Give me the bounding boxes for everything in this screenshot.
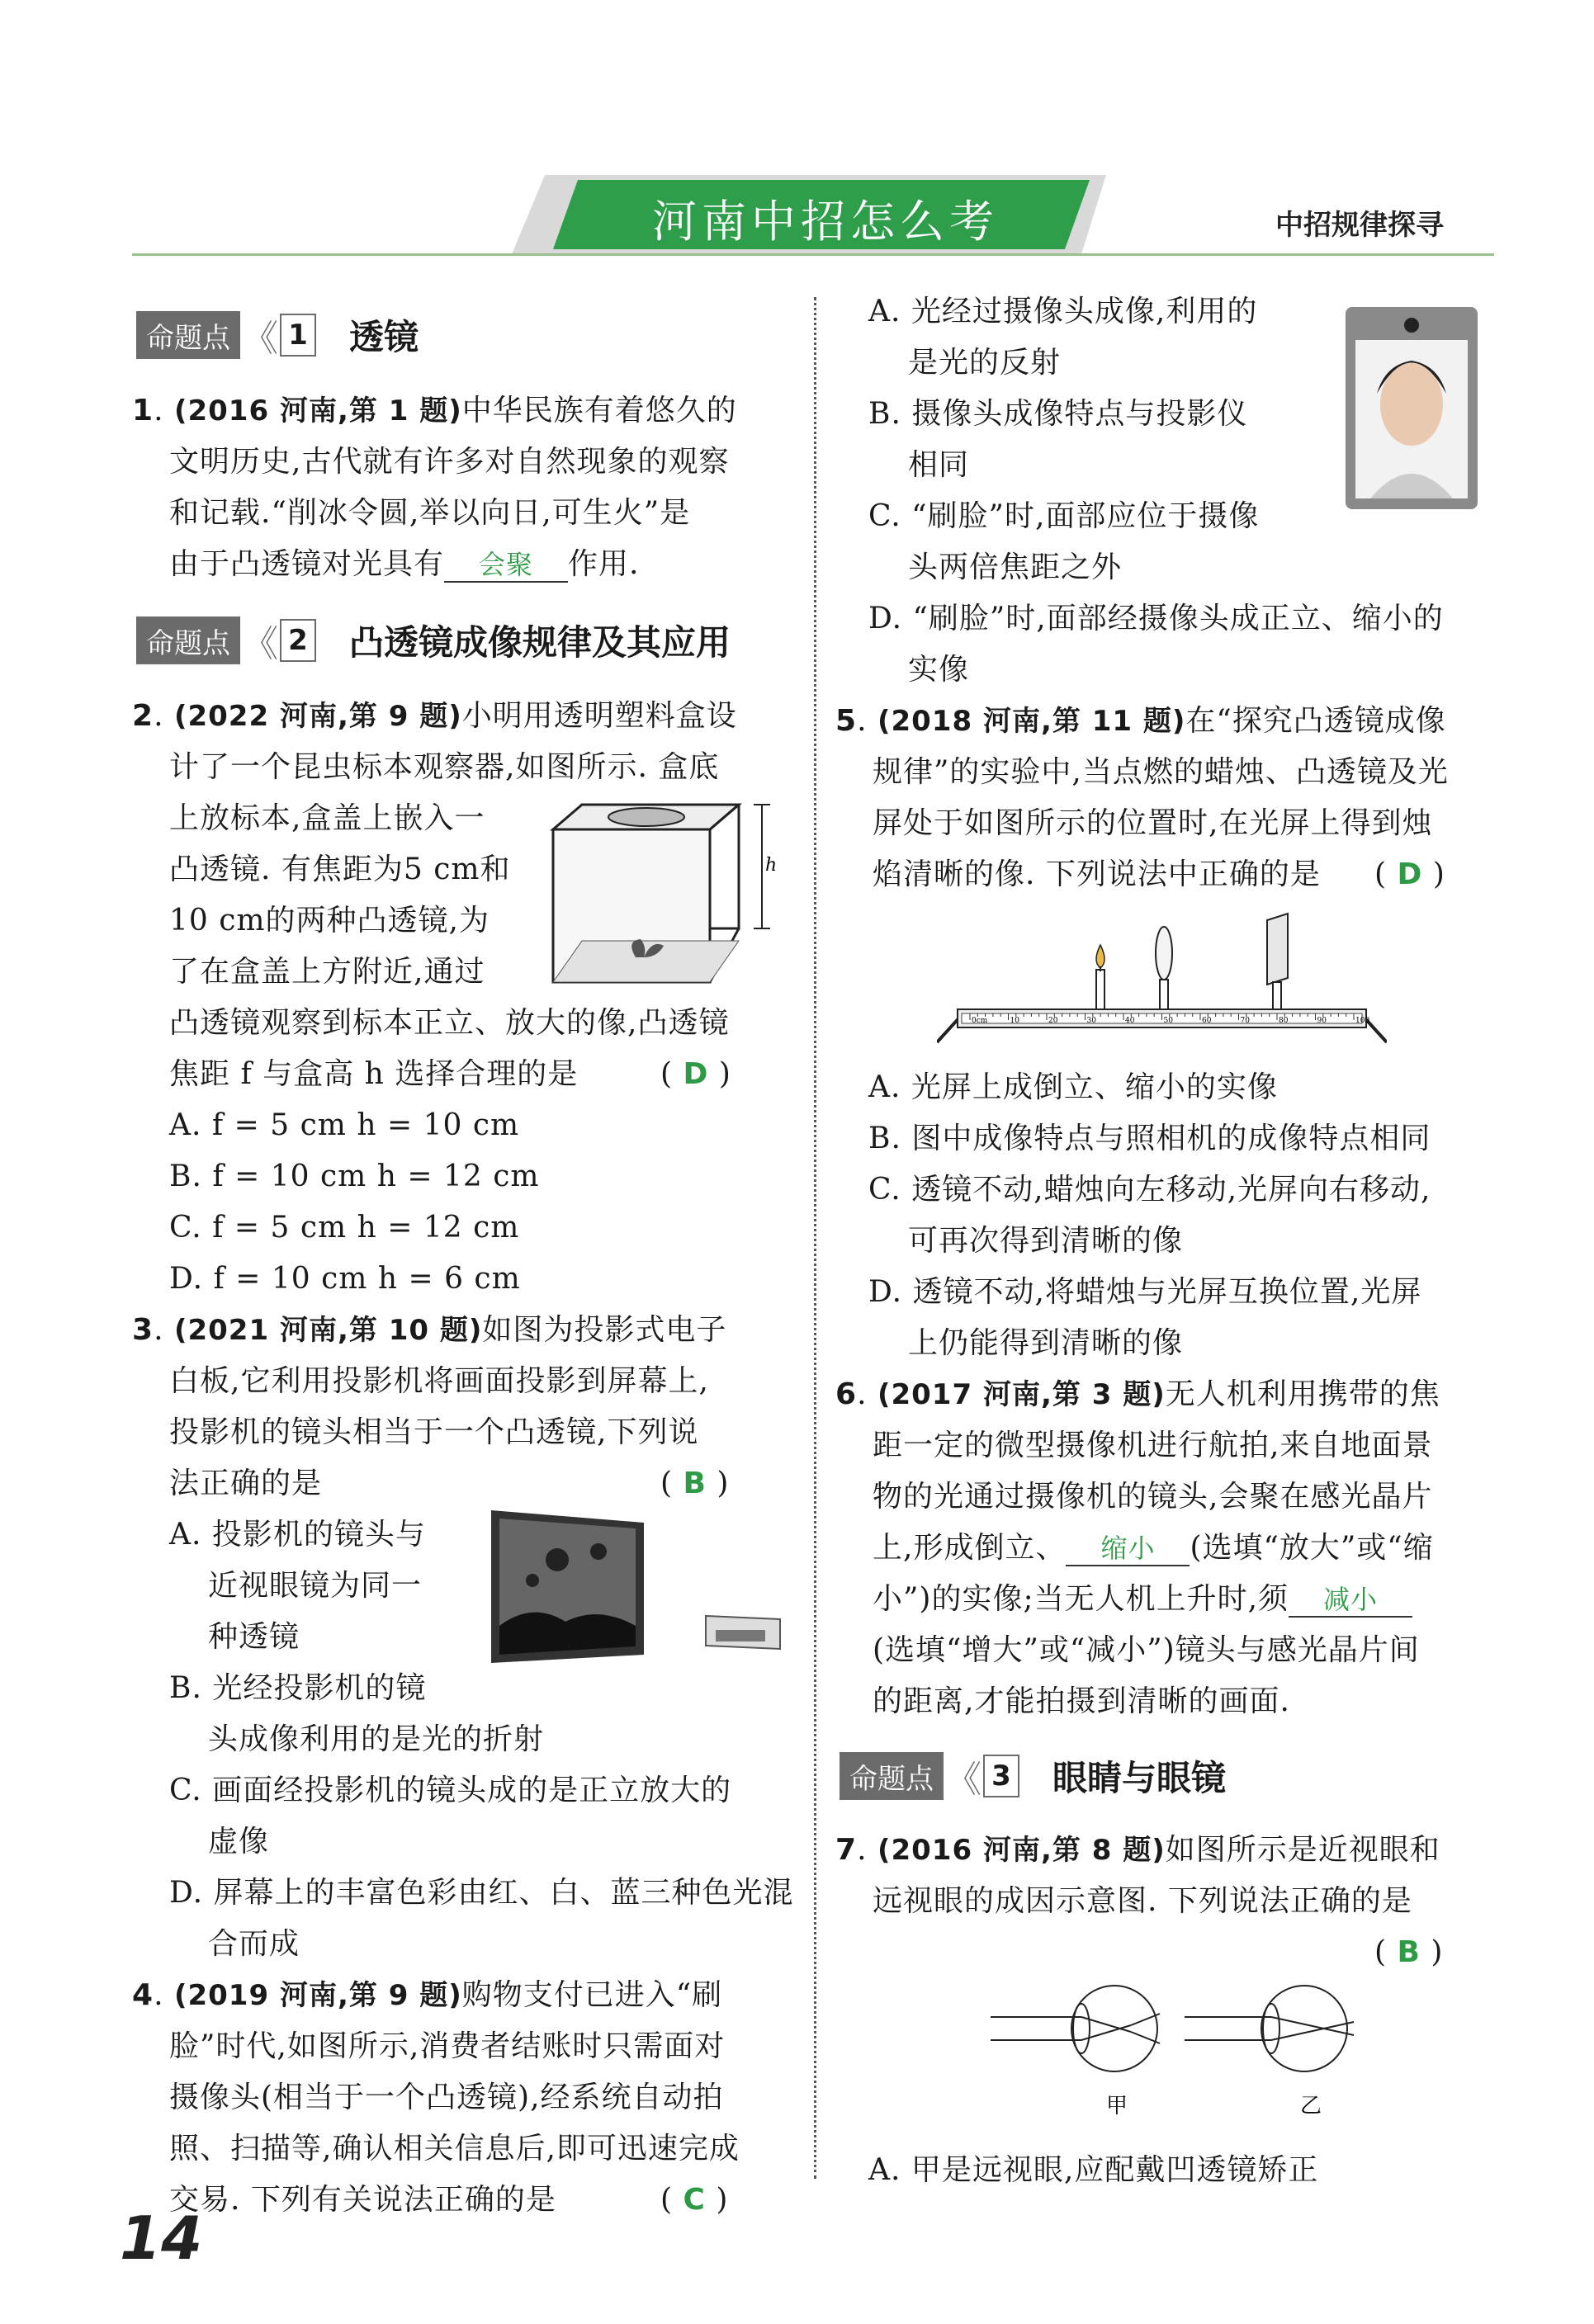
section-number: 1 (280, 314, 316, 357)
ruler-label: 30 (1086, 1017, 1096, 1025)
q4-option-a-2: 是光的反射 (908, 346, 1062, 380)
q5-line-1: 5. (2018 河南,第 11 题)在“探究凸透镜成像 (835, 704, 1446, 738)
q4-option-b-2: 相同 (908, 448, 970, 482)
q2-line-8: 焦距 f 与盒高 h 选择合理的是 (169, 1057, 579, 1091)
q5-option-d-2: 上仍能得到清晰的像 (908, 1326, 1184, 1360)
ruler-label: 90 (1317, 1017, 1327, 1025)
q4-line-1: 4. (2019 河南,第 9 题)购物支付已进入“刷 (132, 1978, 723, 2012)
q5-line-2: 规律”的实验中,当点燃的蜡烛、凸透镜及光 (873, 755, 1449, 789)
page-number: 14 (120, 2204, 203, 2273)
q3-option-a-3: 种透镜 (208, 1620, 300, 1654)
q1-source: (2016 河南,第 1 题) (173, 394, 462, 427)
q5-option-a: A. 光屏上成倒立、缩小的实像 (868, 1070, 1278, 1104)
q4-option-c-1: C. “刷脸”时,面部应位于摄像 (868, 499, 1260, 533)
column-divider (814, 297, 816, 2179)
q4-option-d-1: D. “刷脸”时,面部经摄像头成正立、缩小的 (868, 602, 1444, 635)
section-number: 3 (983, 1755, 1019, 1797)
q3-line-2: 白板,它利用投影机将画面投影到屏幕上, (169, 1364, 709, 1398)
q6-line-4: 上,形成倒立、 缩小 (选填“放大”或“缩 (873, 1531, 1434, 1565)
q4-line-3: 摄像头(相当于一个凸透镜),经系统自动拍 (169, 2081, 724, 2114)
chevron-icon: 《 (242, 318, 278, 360)
q5-line-4: 焰清晰的像. 下列说法中正确的是 (873, 857, 1321, 891)
header-right-label: 中招规律探寻 (1275, 209, 1444, 242)
section-title: 透镜 (349, 317, 419, 357)
q3-line-3: 投影机的镜头相当于一个凸透镜,下列说 (169, 1415, 699, 1449)
q3-option-b-2: 头成像利用的是光的折射 (208, 1722, 545, 1756)
q6-answer-blank-1: 缩小 (1066, 1532, 1190, 1566)
q2-line-3: 上放标本,盒盖上嵌入一 (169, 801, 485, 835)
q1-line-4: 由于凸透镜对光具有 会聚 作用. (169, 547, 640, 581)
q5-option-b: B. 图中成像特点与照相机的成像特点相同 (868, 1122, 1431, 1155)
ruler-label: 80 (1279, 1017, 1289, 1025)
section-title: 眼睛与眼镜 (1052, 1758, 1227, 1798)
ruler-label: 0cm (972, 1017, 988, 1025)
eye-label-jia: 甲 (1106, 2094, 1128, 2119)
q4-option-d-2: 实像 (908, 653, 970, 687)
ruler-label: 40 (1125, 1017, 1135, 1025)
q6-line-2: 距一定的微型摄像机进行航拍,来自地面景 (873, 1429, 1433, 1462)
q7-line-2: 远视眼的成因示意图. 下列说法正确的是 (873, 1884, 1412, 1918)
q7-answer: ( B ) (1374, 1935, 1444, 1969)
q3-option-b-1: B. 光经投影机的镜 (169, 1671, 427, 1705)
q2-line-2: 计了一个昆虫标本观察器,如图所示. 盒底 (169, 750, 720, 784)
q6-line-1: 6. (2017 河南,第 3 题)无人机利用携带的焦 (835, 1377, 1440, 1411)
optical-bench-figure (937, 912, 1387, 1048)
q6-answer-blank-2: 减小 (1289, 1583, 1412, 1618)
section-tag: 命题点 (136, 616, 240, 664)
q3-option-c-1: C. 画面经投影机的镜头成的是正立放大的 (169, 1774, 732, 1807)
face-scanner-figure (1346, 307, 1478, 509)
q4-answer: ( C ) (660, 2183, 729, 2217)
q4-option-a-1: A. 光经过摄像头成像,利用的 (868, 295, 1258, 328)
q4-option-b-1: B. 摄像头成像特点与投影仪 (868, 397, 1248, 431)
q3-line-4: 法正确的是 (169, 1467, 323, 1500)
q3-option-a-2: 近视眼镜为同一 (208, 1569, 423, 1603)
section-tag: 命题点 (840, 1752, 944, 1800)
q2-line-6: 了在盒盖上方附近,通过 (169, 955, 485, 989)
ruler-label: 100 (1355, 1017, 1370, 1025)
q5-answer: ( D ) (1374, 857, 1445, 891)
q1-line-3: 和记载.“削冰令圆,举以向日,可生火”是 (169, 496, 691, 530)
section-1-heading (136, 310, 419, 360)
q7-line-1: 7. (2016 河南,第 8 题)如图所示是近视眼和 (835, 1833, 1440, 1867)
q4-line-5: 交易. 下列有关说法正确的是 (169, 2183, 556, 2217)
q3-option-a-1: A. 投影机的镜头与 (169, 1518, 426, 1552)
header-title: 河南中招怎么考 (652, 196, 999, 248)
q6-line-3: 物的光通过摄像机的镜头,会聚在感光晶片 (873, 1480, 1433, 1514)
box-height-label: h (765, 855, 778, 876)
q3-line-1: 3. (2021 河南,第 10 题)如图为投影式电子 (132, 1313, 727, 1347)
q1-answer-blank: 会聚 (444, 548, 568, 583)
q6-line-7: 的距离,才能拍摄到清晰的画面. (873, 1684, 1290, 1718)
q2-option-c: C. f = 5 cm h = 12 cm (169, 1211, 520, 1245)
q2-line-4: 凸透镜. 有焦距为5 cm和 (169, 853, 511, 886)
q2-option-d: D. f = 10 cm h = 6 cm (169, 1262, 521, 1296)
section-title: 凸透镜成像规律及其应用 (349, 622, 731, 663)
q1-line-2: 文明历史,古代就有许多对自然现象的观察 (169, 445, 730, 479)
q1-line-1: 1. (2016 河南,第 1 题)中华民族有着悠久的 (132, 394, 737, 427)
q5-line-3: 屏处于如图所示的位置时,在光屏上得到烛 (873, 806, 1433, 840)
q3-answer: ( B ) (660, 1467, 730, 1500)
eye-label-yi: 乙 (1300, 2094, 1322, 2119)
ruler-label: 20 (1048, 1017, 1058, 1025)
q5-option-c-2: 可再次得到清晰的像 (908, 1224, 1184, 1258)
section-tag: 命题点 (136, 311, 240, 359)
q7-option-a: A. 甲是远视眼,应配戴凹透镜矫正 (868, 2153, 1319, 2187)
q4-line-4: 照、扫描等,确认相关信息后,即可迅速完成 (169, 2132, 740, 2166)
q1-number: 1 (132, 394, 154, 427)
q5-option-c-1: C. 透镜不动,蜡烛向左移动,光屏向右移动, (868, 1173, 1431, 1207)
q4-line-2: 脸”时代,如图所示,消费者结账时只需面对 (169, 2029, 726, 2063)
ruler-label: 70 (1240, 1017, 1250, 1025)
section-number: 2 (280, 619, 316, 662)
q3-option-d-2: 合而成 (208, 1927, 300, 1961)
q2-line-5: 10 cm的两种凸透镜,为 (169, 904, 490, 938)
q6-line-6: (选填“增大”或“减小”)镜头与感光晶片间 (873, 1633, 1420, 1667)
eye-diagram-figure (991, 1981, 1370, 2129)
q2-option-a: A. f = 5 cm h = 10 cm (169, 1108, 520, 1142)
q3-option-c-2: 虚像 (208, 1825, 270, 1859)
q2-line-7: 凸透镜观察到标本正立、放大的像,凸透镜 (169, 1006, 730, 1040)
q6-line-5: 小”)的实像;当无人机上升时,须 减小 (873, 1583, 1412, 1618)
insect-box-figure (549, 796, 784, 986)
ruler-label: 50 (1163, 1017, 1173, 1025)
q2-option-b: B. f = 10 cm h = 12 cm (169, 1160, 540, 1193)
chevron-icon: 《 (242, 623, 278, 665)
projector-whiteboard-figure (483, 1510, 784, 1667)
q3-option-d-1: D. 屏幕上的丰富色彩由红、白、蓝三种色光混 (169, 1876, 794, 1910)
q2-answer: ( D ) (660, 1057, 731, 1091)
chevron-icon: 《 (945, 1759, 981, 1801)
section-3-heading (840, 1751, 1226, 1801)
ruler-label: 10 (1010, 1017, 1019, 1025)
section-2-heading (136, 616, 731, 665)
q5-option-d-1: D. 透镜不动,将蜡烛与光屏互换位置,光屏 (868, 1275, 1422, 1309)
q2-line-1: 2. (2022 河南,第 9 题)小明用透明塑料盒设 (132, 699, 737, 733)
ruler-label: 60 (1202, 1017, 1212, 1025)
q4-option-c-2: 头两倍焦距之外 (908, 550, 1123, 584)
header-rule (132, 253, 1494, 256)
